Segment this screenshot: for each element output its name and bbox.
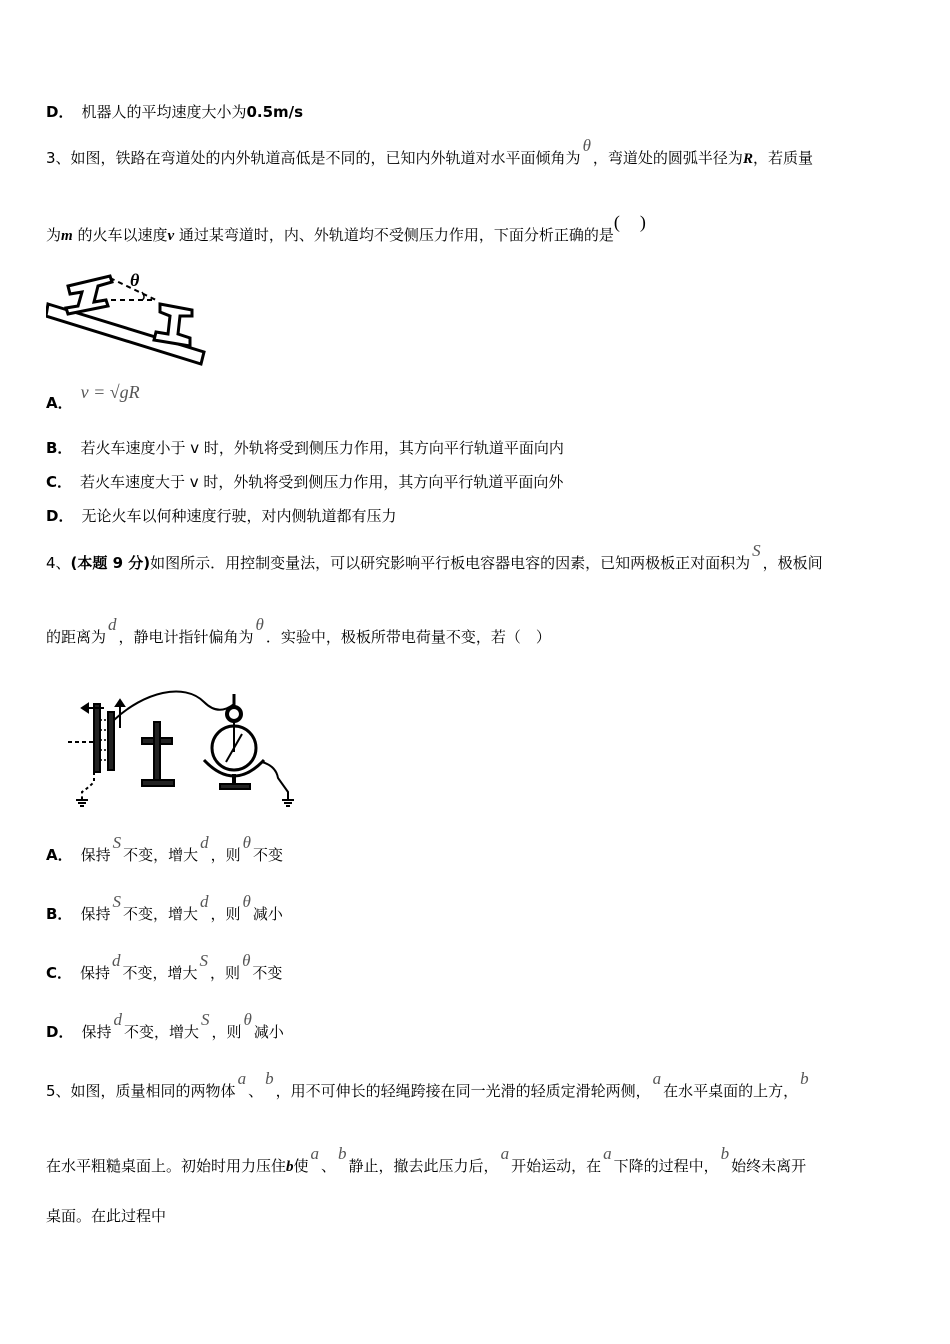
q5-stem-line1: 5、如图，质量相同的两物体a、b，用不可伸长的轻绳跨接在同一光滑的轻质定滑轮两侧，a在水平桌面的上方，b bbox=[46, 1069, 809, 1100]
q4-option-c: C． 保持d不变，增大S，则θ不变 bbox=[46, 951, 283, 982]
ground-wire-left bbox=[82, 772, 94, 800]
stand-base bbox=[142, 780, 174, 786]
q4-option-d: D． 保持d不变，增大S，则θ减小 bbox=[46, 1010, 284, 1041]
q5-stem-line2: 在水平粗糙桌面上。初始时用力压住b使a、b静止，撤去此压力后，a开始运动，在a下降的过程中，b始终未离开 bbox=[46, 1144, 807, 1175]
q3-option-c: C． 若火车速度大于 v 时，外轨将受到侧压力作用，其方向平行轨道平面向外 bbox=[46, 473, 564, 491]
q2-option-d: D． 机器人的平均速度大小为0.5m/s bbox=[46, 103, 304, 121]
q4-stem-line1: 4、(本题 9 分)如图所示．用控制变量法，可以研究影响平行板电容器电容的因素，已知两极板正对面积为S，极板间 bbox=[46, 541, 823, 572]
fixed-plate bbox=[108, 712, 114, 770]
connecting-wire bbox=[114, 692, 234, 720]
q3-option-a: A．v = √gR bbox=[46, 382, 140, 412]
electrometer-cradle bbox=[204, 760, 264, 776]
q5-stem-line3: 桌面。在此过程中 bbox=[46, 1207, 167, 1225]
rail-incline-figure bbox=[46, 264, 208, 368]
outer-rail bbox=[66, 276, 112, 314]
capacitor-electrometer-figure bbox=[64, 682, 314, 810]
inner-rail bbox=[154, 304, 192, 346]
q3-stem-line2: 为m 的火车以速度v 通过某弯道时，内、外轨道均不受侧压力作用，下面分析正确的是( ) bbox=[46, 212, 646, 244]
q4-option-a: A． 保持S不变，增大d，则θ不变 bbox=[46, 833, 284, 864]
field-lines bbox=[100, 720, 108, 760]
q4-stem-line2: 的距离为d，静电计指针偏角为θ．实验中，极板所带电荷量不变，若（ ） bbox=[46, 615, 551, 646]
electrometer-knob bbox=[227, 707, 241, 721]
stand-post bbox=[154, 722, 160, 782]
movable-plate bbox=[94, 704, 100, 772]
q3-option-d: D． 无论火车以何种速度行驶，对内侧轨道都有压力 bbox=[46, 507, 397, 525]
answer-paren: ( ) bbox=[613, 212, 646, 232]
q3-stem-line1: 3、如图，铁路在弯道处的内外轨道高低是不同的，已知内外轨道对水平面倾角为θ，弯道处的圆弧半径为R，若质量 bbox=[46, 136, 813, 167]
q4-option-b: B． 保持S不变，增大d，则θ减小 bbox=[46, 892, 283, 923]
theta-label: θ bbox=[130, 270, 140, 290]
q3-option-b: B． 若火车速度小于 v 时，外轨将受到侧压力作用，其方向平行轨道平面向内 bbox=[46, 439, 564, 457]
ground-wire-right bbox=[262, 762, 288, 800]
